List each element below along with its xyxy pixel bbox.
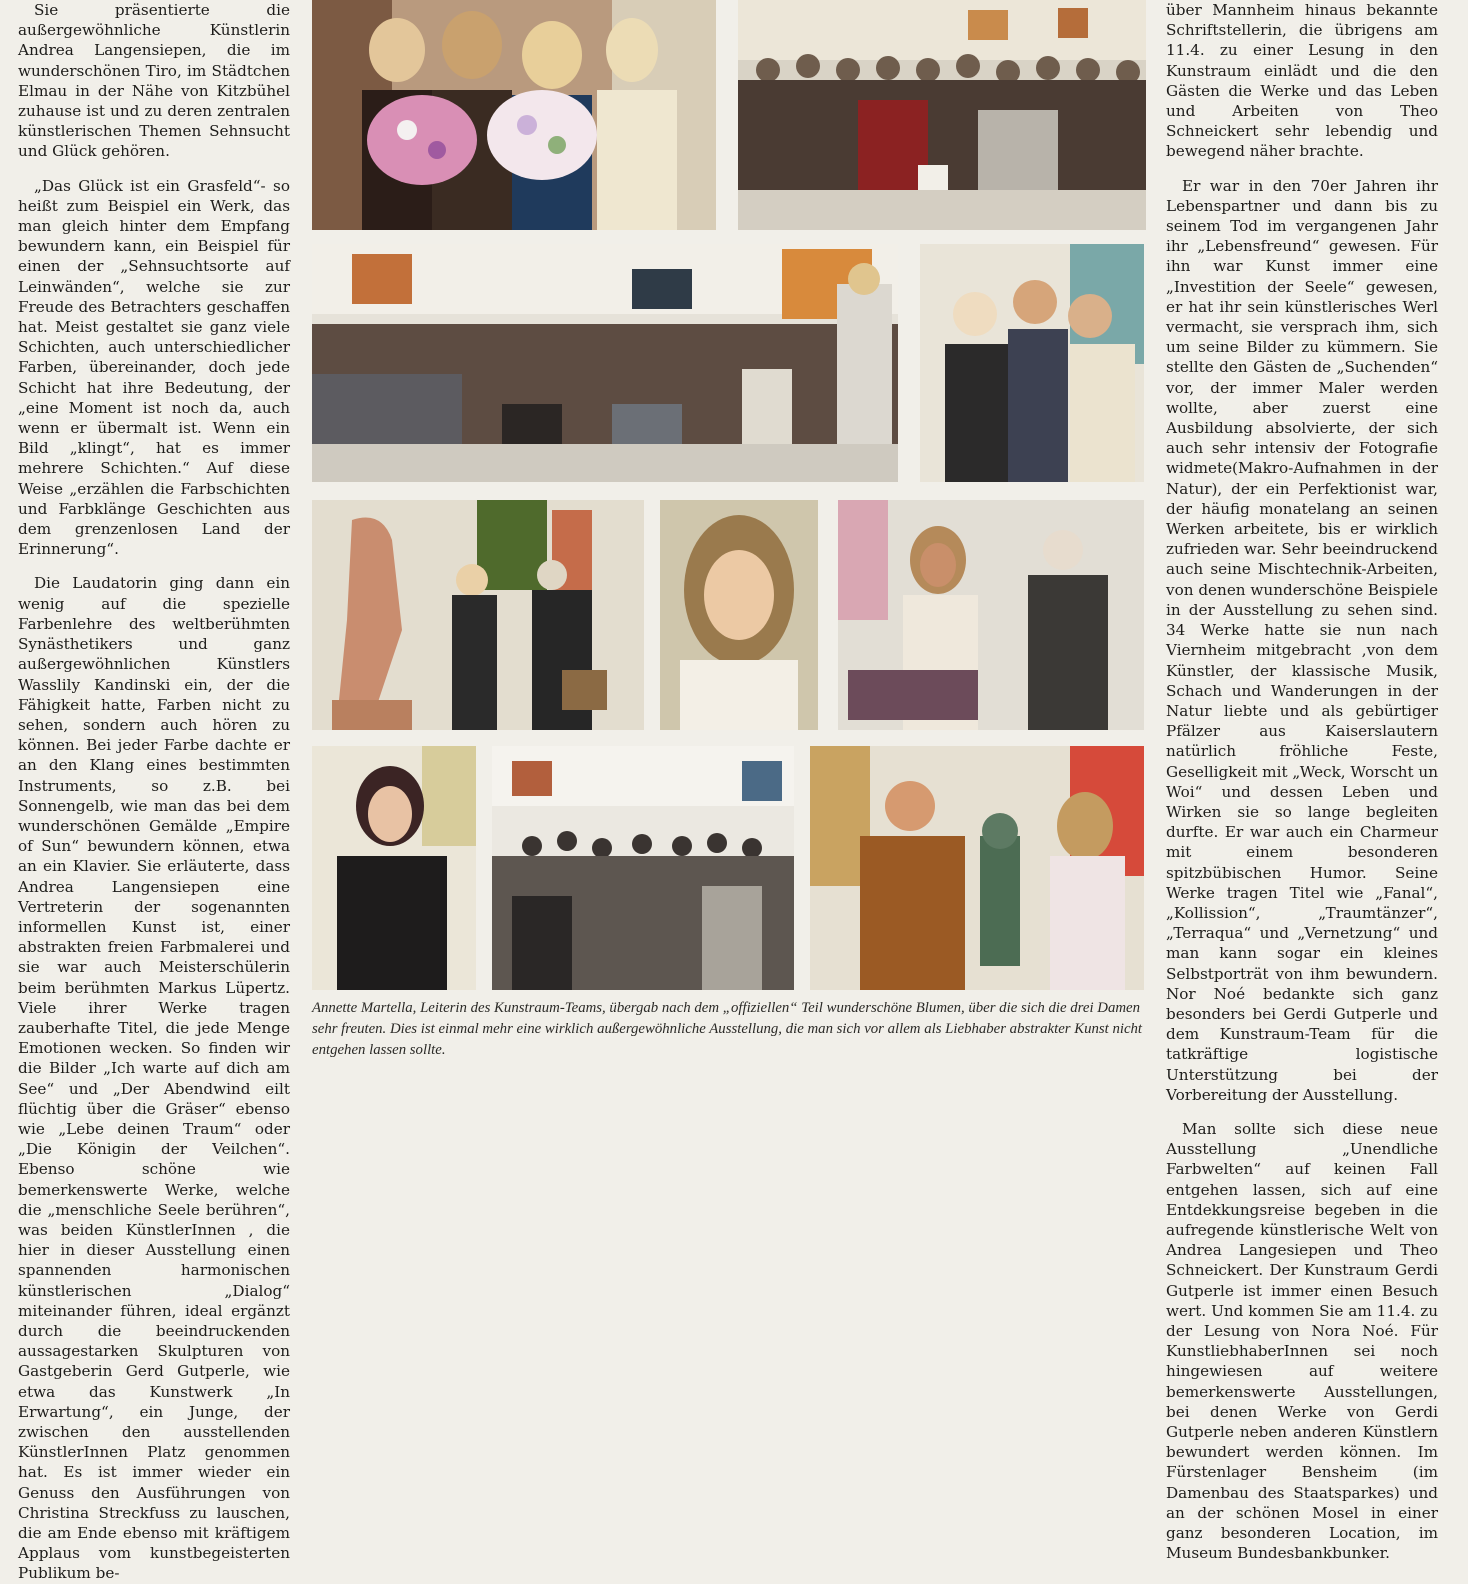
paragraph: Er war in den 70er Jahren ihr Lebenspartner und dann bis zu seinem Tod im vergangenen Jahr ihr „Lebensfreund“ gewesen. Für ihn war Kunst immer eine „Investition der Seele“ gewesen, er hat ihr sein künstlerisches Werl vermacht, sie versprach ihm, sich um seine Bilder zu kümmern. Sie stellte den Gästen de „Suchenden“ vor, der immer Maler werden wollte, aber zuerst eine Ausbildung absolvierte, der sich auch sehr intensiv der Fotografie widmete(Makro-Aufnahmen in der Natur), der ein Perfektionist war, der häufig monatelang an seinen Werken arbeitete, bis er wirklich zufrieden war. Sehr beeindruckend auch seine Mischtechnik-Arbeiten, von denen wunderschöne Beispiele in der Ausstellung zu sehen sind. 34 Werke hatte sie nun nach Viernheim mitgebracht ,von dem Künstler, der klassische Musik, Schach und Wanderungen in der Natur liebte und als gebürtiger Pfälzer aus Kaiserslautern natürlich fröhliche Feste, Geselligkeit mit „Weck, Worscht un Woi“ und dessen Leben und Wirken sie so lange begleiten durfte. Er war auch ein Charmeur mit einem besonderen spitzbübischen Humor. Seine Werke tragen Titel wie „Fanal“, „Kollission“, „Traumtänzer“, „Terraqua“ und „Vernetzung“ und man kann sogar ein kleines Selbstporträt von ihm bewundern. Nor Noé bedankte sich ganz besonders bei Gerdi Gutperle und dem Kunstraum-Team für die tatkräftige logistische Unterstützung bei der Vorbereitung der Ausstellung.: [1166, 176, 1438, 1104]
photo-artists-sculpture: [810, 746, 1144, 990]
paragraph: Sie präsentierte die außergewöhnliche Künstlerin Andrea Langensiepen, die im wunderschönen Tiro, im Städtchen Elmau in der Nähe von Kitzbühel zuhause ist und zu deren zentralen künstlerischen Themen Sehnsucht und Glück gehören.: [18, 1, 290, 161]
paragraph: Die Laudatorin ging dann ein wenig auf die spezielle Farbenlehre des weltberühmten Synästhetikers und ganz außergewöhnlichen Künstlers Wasslily Kandinski ein, der die Fähigkeit hatte, Farben nicht zu sehen, sondern auch hören zu können. Bei jeder Farbe dachte er an den Klang eines bestimmten Instruments, so z.B. bei Sonnengelb, wie man das bei dem wunderschönen Gemälde „Empire of Sun“ bewundern können, etwa an ein Klavier. Sie erläuterte, dass Andrea Langensiepen eine Vertreterin der sogenannten informellen Kunst ist, einer abstrakten freien Farbmalerei und sie war auch Meisterschülerin beim berühmten Markus Lüpertz. Viele ihrer Werke tragen zauberhafte Titel, die jede Menge Emotionen wecken. So finden wir die Bilder „Ich warte auf dich am See“ und „Der Abendwind eilt flüchtig über die Gräser“ ebenso wie „Lebe deinen Traum“ oder „Die Königin der Veilchen“. Ebenso schöne wie bemerkenswerte Werke, welche die „menschliche Seele berühren“, was beiden KünstlerInnen , die hier in dieser Ausstellung einen spannenden harmonischen künstlerischen „Dialog“ miteinander führen, ideal ergänzt durch die beeindruckenden aussagestarken Skulpturen von Gastgeberin Gerd Gutperle, wie etwa das Kunstwerk „In Erwartung“, ein Junge, der zwischen den ausstellenden KünstlerInnen Platz genommen hat. Es ist immer wieder ein Genuss den Ausführungen von Christina Streckfuss zu lauschen, die am Ende ebenso mit kräftigem Applaus vom kunstbegeisterten Publikum be-: [18, 574, 290, 1583]
photo-woman-portrait: [660, 500, 818, 730]
photo-sculpture-gallery: [312, 500, 644, 730]
photo-flower-presentation: [312, 0, 716, 230]
paragraph: „Das Glück ist ein Grasfeld“- so heißt zum Beispiel ein Werk, das man gleich hinter dem Empfang bewundern kann, ein Beispiel für einen der „Sehnsuchtsorte auf Leinwänden“, welche sie zur Freude des Betrachters geschaffen hat. Meist gestaltet sie ganz viele Schichten, auch unterschiedlicher Farben, übereinander, doch jede Schicht hat ihre Bedeutung, der „eine Moment ist noch da, auch wenn er übermalt ist. Wenn ein Bild „klingt“, hat es immer mehrere Schichten.“ Auf diese Weise „erzählen die Farbschichten und Farbklänge Geschichten aus dem grenzenlosen Land der Erinnerung“.: [18, 176, 290, 559]
photo-laudation-wide: [312, 244, 898, 482]
paragraph: Man sollte sich diese neue Ausstellung „Unendliche Farbwelten“ auf keinen Fall entgehen lassen, sich auf eine Entdekkungsreise begeben in die aufregende künstlerische Welt von Andrea Langesiepen und Theo Schneickert. Der Kunstraum Gerdi Gutperle ist immer einen Besuch wert. Und kommen Sie am 11.4. zu der Lesung von Nora Noé. Für KunstliebhaberInnen sei noch hingewiesen auf weitere bemerkenswerte Ausstellungen, bei denen Werke von Gerdi Gutperle neben anderen Künstlern bewundert werden können. Im Fürstenlager Bensheim (im Damenbau des Staatsparkes) und an der schönen Mosel in einer ganz besonderen Location, im Museum Bundesbankbunker.: [1166, 1119, 1438, 1563]
photo-woman-glasses: [312, 746, 476, 990]
article-column-right: [1166, 0, 1438, 1563]
article-column-left: [18, 0, 290, 1583]
photo-reading-microphone: [838, 500, 1144, 730]
photo-caption: Annette Martella, Leiterin des Kunstraum-Teams, übergab nach dem „offiziellen“ Teil wunderschöne Blumen, über die sich die drei Damen sehr freuten. Dies ist einmal mehr eine wirklich außergewöhnliche Ausstellung, die man sich vor allem als Liebhaber abstrakter Kunst nicht entgehen lassen sollte.: [312, 1000, 1143, 1058]
photo-gallery-crowd: [492, 746, 794, 990]
paragraph: über Mannheim hinaus bekannte Schriftstellerin, die übrigens am 11.4. zu einer Lesung in den Kunstraum einlädt und die den Gästen die Werke und das Leben und Arbeiten von Theo Schneickert sehr lebendig und bewegend näher brachte.: [1166, 1, 1438, 161]
photo-audience: [738, 0, 1146, 230]
photo-trio-portrait: [920, 244, 1144, 482]
